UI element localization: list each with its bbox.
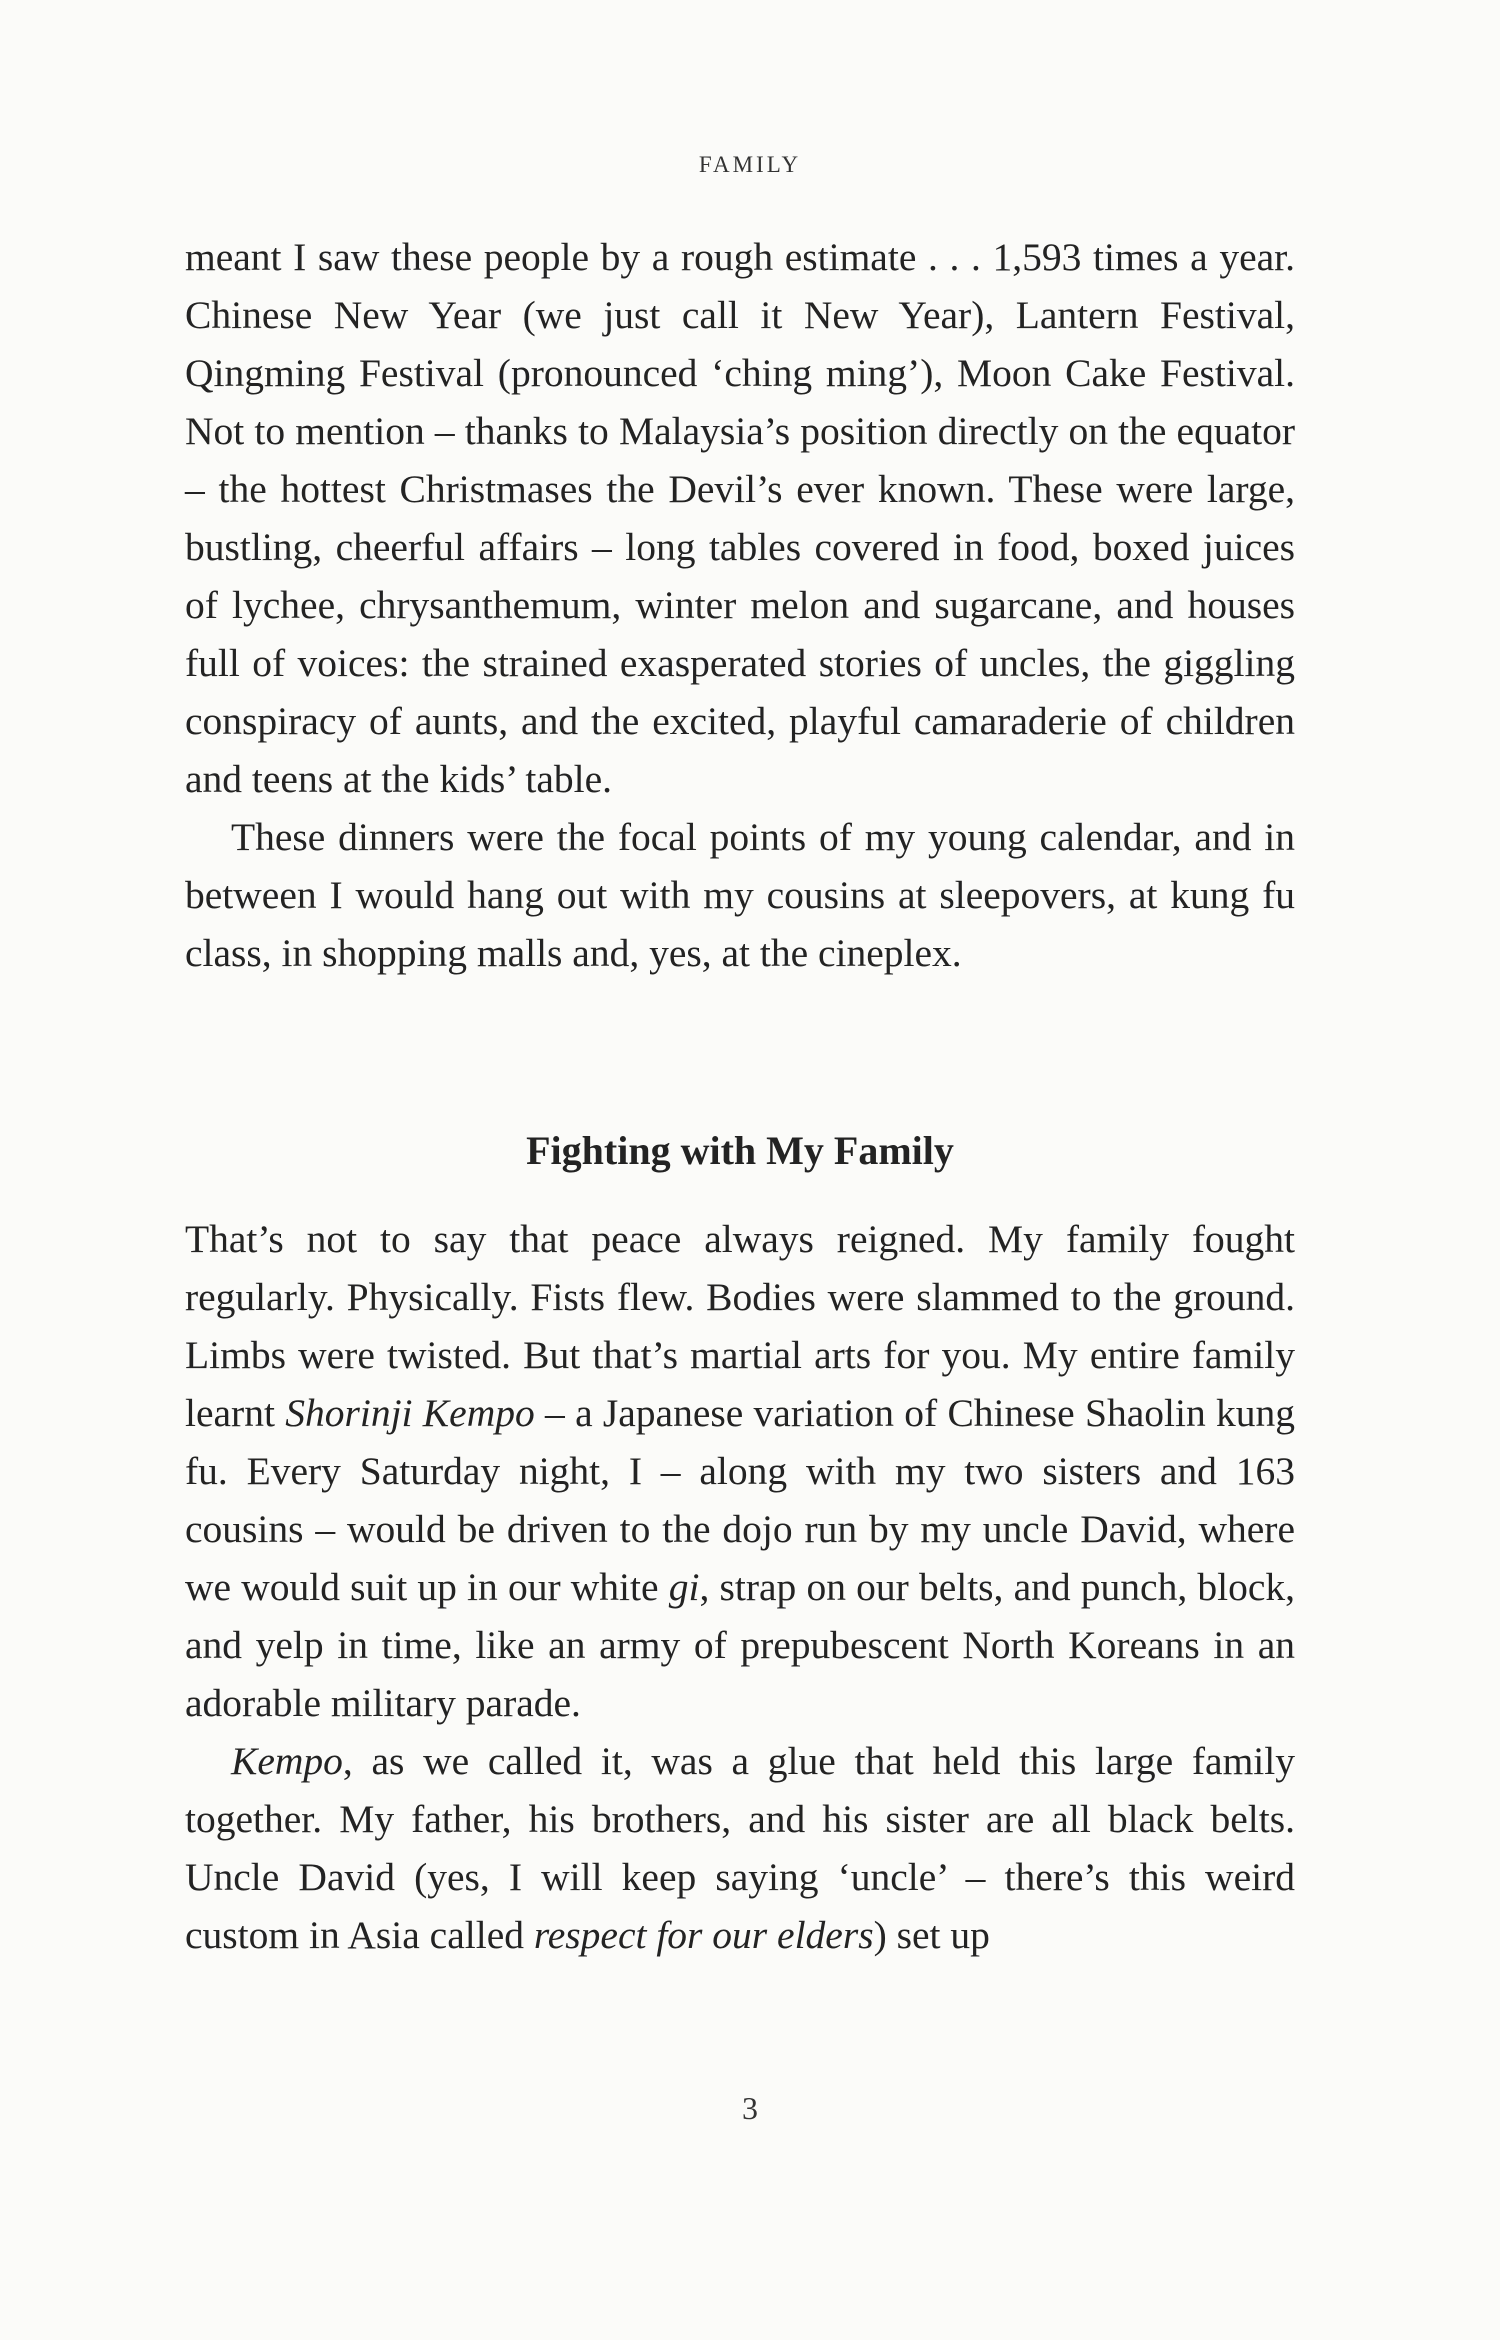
page-number: 3 (742, 2090, 758, 2126)
paragraph-martial-arts (185, 1210, 1295, 1732)
paragraph-dinners: These dinners were the focal points of my young calendar, and in between I would hang out with my cousins at sleepovers, at kung fu class, in shopping malls and, yes, at the cineplex. (185, 815, 1295, 975)
text-run: , as we called it, was a glue that held this large family together. My father, his brothers, and his sister are all black belts. Uncle David (yes, I will keep saying ‘uncle’ – there’s this weird custom in Asia called (185, 1739, 1295, 1957)
italic-term-kempo: Kempo (231, 1739, 343, 1783)
section-heading: Fighting with My Family (526, 1128, 954, 1173)
italic-phrase-respect: respect for our elders (533, 1913, 874, 1957)
text-block-section-1 (185, 228, 1295, 982)
italic-term-shorinji-kempo: Shorinji Kempo (285, 1391, 535, 1435)
text-run: , strap on our belts, and punch, block, and yelp in time, like an army of prepubescent North Koreans in an adorable military parade. (185, 1565, 1296, 1725)
text-run: ) set up (873, 1913, 990, 1957)
text-run: That’s not to say that peace always reigned. My family fought regularly. Physically. Fists flew. Bodies were slammed to the ground. Limbs were twisted. But that’s martial arts for you. My entire family learnt (185, 1217, 1295, 1435)
text-run: – a Japanese variation of Chinese Shaolin kung fu. Every Saturday night, I – along with my two sisters and 163 cousins – would be driven to the dojo run by my uncle David, where we would suit up in our white (185, 1391, 1295, 1609)
italic-term-gi: gi (668, 1565, 700, 1609)
paragraph-kempo-glue (185, 1732, 1295, 1964)
paragraph-family-gatherings: meant I saw these people by a rough estimate . . . 1,593 times a year. Chinese New Year (we just call it New Year), Lantern Festival, Qingming Festival (pronounced ‘ching ming’), Moon Cake Festival. Not to mention – thanks to Malaysia’s position directly on the equator – the hottest Christmases the Devil’s ever known. These were large, bustling, cheerful affairs – long tables covered in food, boxed juices of lychee, chrysanthemum, winter melon and sugarcane, and houses full of voices: the strained exasperated stories of uncles, the giggling conspiracy of aunts, and the excited, playful camaraderie of children and teens at the kids’ table. (185, 235, 1295, 801)
text-block-section-2 (185, 1210, 1295, 1964)
running-head: FAMILY (698, 152, 802, 177)
